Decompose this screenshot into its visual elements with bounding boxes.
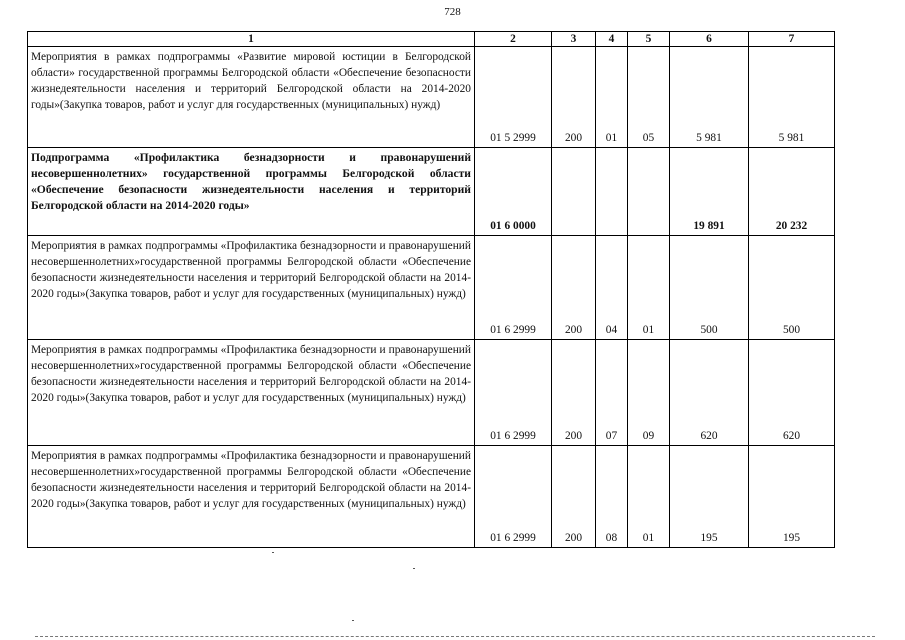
row-code: 01 6 0000 <box>475 148 552 236</box>
row-value-6: 5 981 <box>670 47 749 148</box>
row-value-7: 620 <box>749 340 835 446</box>
row-description: Мероприятия в рамках подпрограммы «Профилактика безнадзорности и правонарушений несовершеннолетних»государственной программы Белгородской области «Обеспечение безопасности жизнедеятельности населения и территорий Белгородской области на 2014-2020 годы»(Закупка товаров, работ и услуг для государственных (муниципальных) нужд) <box>28 446 475 548</box>
row-value-7: 20 232 <box>749 148 835 236</box>
row-type <box>552 148 596 236</box>
row-subsection: 01 <box>628 446 670 548</box>
row-value-7: 500 <box>749 236 835 340</box>
column-header: 4 <box>596 32 628 47</box>
row-description: Мероприятия в рамках подпрограммы «Профилактика безнадзорности и правонарушений несовершеннолетних»государственной программы Белгородской области «Обеспечение безопасности жизнедеятельности населения и территорий Белгородской области на 2014-2020 годы»(Закупка товаров, работ и услуг для государственных (муниципальных) нужд) <box>28 340 475 446</box>
table-header-row <box>28 32 835 47</box>
row-subsection <box>628 148 670 236</box>
row-type: 200 <box>552 47 596 148</box>
column-header: 6 <box>670 32 749 47</box>
row-value-6: 19 891 <box>670 148 749 236</box>
row-type: 200 <box>552 340 596 446</box>
row-type: 200 <box>552 236 596 340</box>
row-value-7: 5 981 <box>749 47 835 148</box>
table-row <box>28 236 835 340</box>
row-section: 01 <box>596 47 628 148</box>
column-header: 2 <box>475 32 552 47</box>
row-type: 200 <box>552 446 596 548</box>
column-header: 5 <box>628 32 670 47</box>
row-subsection: 05 <box>628 47 670 148</box>
row-description: Мероприятия в рамках подпрограммы «Развитие мировой юстиции в Белгородской области» государственной программы Белгородской области «Обеспечение безопасности жизнедеятельности населения и территорий Белгородской области на 2014-2020 годы»(Закупка товаров, работ и услуг для государственных (муниципальных) нужд) <box>28 47 475 148</box>
budget-table <box>27 31 835 548</box>
row-subsection: 09 <box>628 340 670 446</box>
column-header: 3 <box>552 32 596 47</box>
row-description: Подпрограмма «Профилактика безнадзорности и правонарушений несовершеннолетних» государственной программы Белгородской области «Обеспечение безопасности жизнедеятельности населения и территорий Белгородской области на 2014-2020 годы» <box>28 148 475 236</box>
row-section: 07 <box>596 340 628 446</box>
row-code: 01 5 2999 <box>475 47 552 148</box>
row-section: 04 <box>596 236 628 340</box>
scan-speck <box>352 620 354 621</box>
table-row <box>28 446 835 548</box>
table-row-subprogram <box>28 148 835 236</box>
row-code: 01 6 2999 <box>475 446 552 548</box>
row-section <box>596 148 628 236</box>
row-code: 01 6 2999 <box>475 340 552 446</box>
table-row <box>28 340 835 446</box>
scan-speck <box>413 568 415 569</box>
footer-rule <box>35 636 875 637</box>
column-header: 7 <box>749 32 835 47</box>
row-section: 08 <box>596 446 628 548</box>
row-code: 01 6 2999 <box>475 236 552 340</box>
row-value-6: 500 <box>670 236 749 340</box>
row-value-7: 195 <box>749 446 835 548</box>
page-number: 728 <box>444 6 461 18</box>
row-description: Мероприятия в рамках подпрограммы «Профилактика безнадзорности и правонарушений несовершеннолетних»государственной программы Белгородской области «Обеспечение безопасности жизнедеятельности населения и территорий Белгородской области на 2014-2020 годы»(Закупка товаров, работ и услуг для государственных (муниципальных) нужд) <box>28 236 475 340</box>
scan-speck <box>272 552 274 553</box>
row-value-6: 195 <box>670 446 749 548</box>
row-subsection: 01 <box>628 236 670 340</box>
column-header: 1 <box>28 32 475 47</box>
row-value-6: 620 <box>670 340 749 446</box>
table-row <box>28 47 835 148</box>
